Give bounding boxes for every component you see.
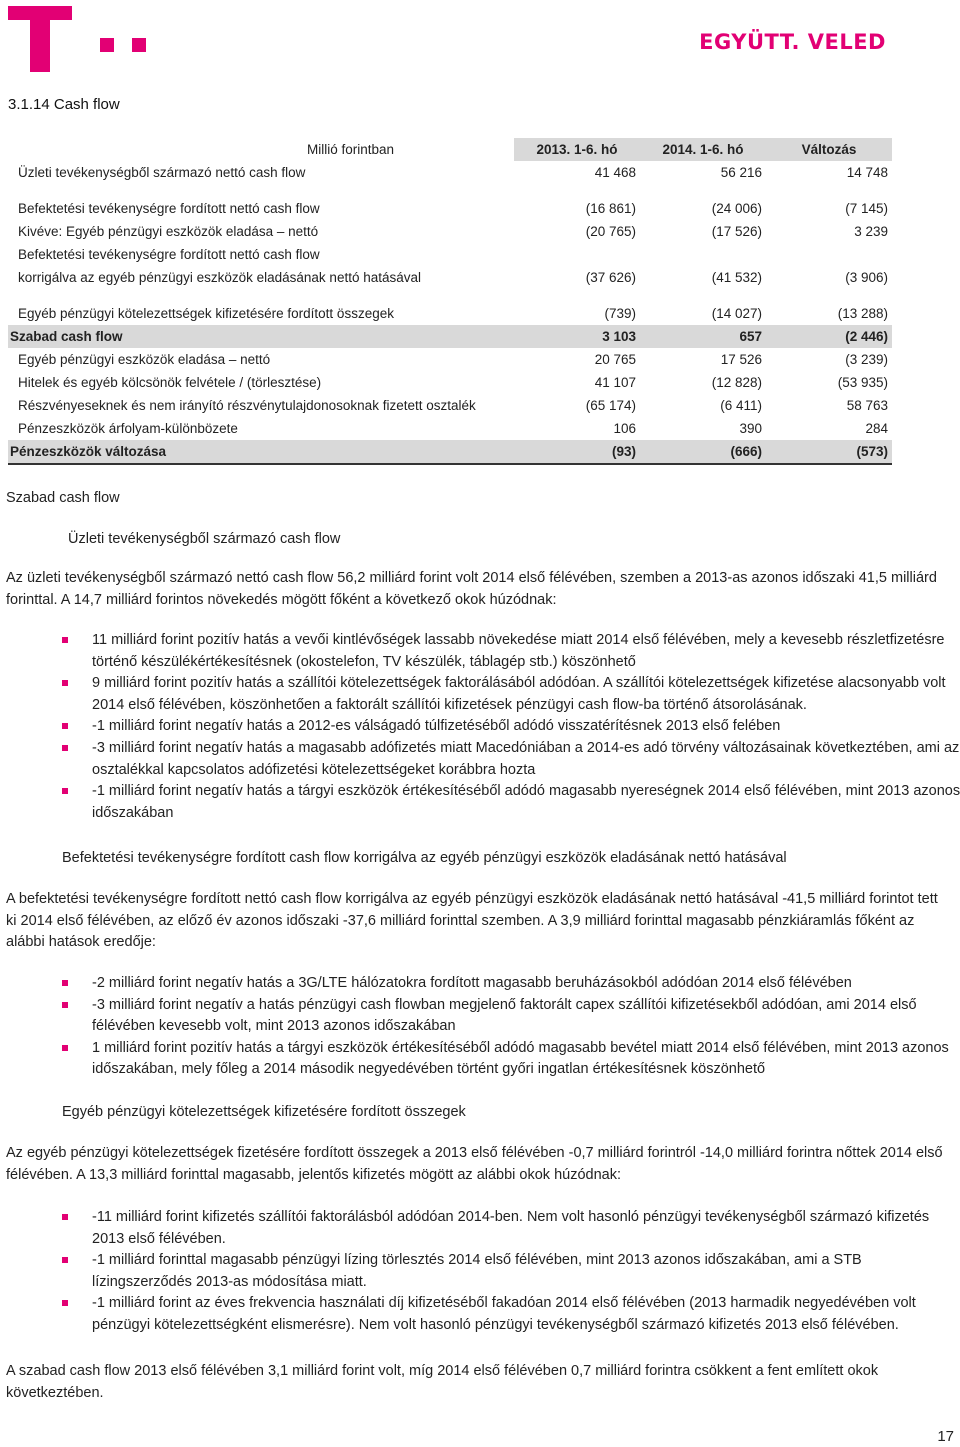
table-row: Befektetési tevékenységre fordított nettó cash flow (16 861) (24 006) (7 145) — [18, 201, 888, 216]
bullet-icon — [62, 680, 68, 686]
bullet-icon — [62, 1045, 68, 1051]
list-item: -1 milliárd forint negatív hatás a 2012-es válságadó túlfizetéséből adódó visszatérítésnek 2013 első felében — [62, 716, 960, 738]
table-row-cash-change: Pénzeszközök változása (93) (666) (573) — [8, 440, 892, 464]
bullet-icon — [62, 1300, 68, 1306]
list-item: -1 milliárd forint negatív hatás a tárgyi eszközök értékesítéséből adódó magasabb nyereségnek 2014 első félévében, mint 2013 azonos időszakában — [62, 781, 960, 824]
table-header-row — [8, 138, 892, 161]
list-item: 11 milliárd forint pozitív hatás a vevői kintlévőségek lassabb növekedése miatt 2014 első félévében, mely a kevesebb részletfizetésre történő készülékértékesítésnek (okostelefon, TV készülék, táblagép stb.) köszönhető — [62, 630, 960, 673]
heading-other-liabilities: Egyéb pénzügyi kötelezettségek kifizetésére fordított összegek — [62, 1104, 466, 1120]
bullet-icon — [62, 745, 68, 751]
paragraph-investing: A befektetési tevékenységre fordított nettó cash flow korrigálva az egyéb pénzügyi eszközök eladásának nettó hatásával -41,5 milliárd forintot tett ki 2014 első félévében, az előző év azonos időszaki -37,6 milliárd forinttal szemben. A 3,9 milliárd forinttal magasabb pénzkiáramlás főként az alábbi hatások eredője: — [6, 891, 938, 951]
page-number: 17 — [937, 1428, 954, 1445]
sub-heading-operating-cash-flow: Üzleti tevékenységből származó cash flow — [68, 531, 341, 547]
table-row: Hitelek és egyéb kölcsönök felvétele / (törlesztése) 41 107 (12 828) (53 935) — [18, 375, 888, 390]
list-item: -3 milliárd forint negatív a hatás pénzügyi cash flowban megjelenő faktorált capex szállítói kifizetésekből adódóan, ami 2014 első félévében kevesebb volt, mint 2013 azonos időszakában — [62, 995, 960, 1038]
table-row: Részvényeseknek és nem irányító részvénytulajdonosoknak fizetett osztalék (65 174) (6 411) 58 763 — [18, 398, 888, 413]
table-row-free-cash-flow: Szabad cash flow 3 103 657 (2 446) — [8, 325, 892, 348]
sub-heading-free-cash-flow: Szabad cash flow — [6, 490, 120, 506]
col-header-change: Változás — [766, 138, 892, 161]
bullet-list-operating — [62, 630, 960, 824]
list-item: -1 milliárd forinttal magasabb pénzügyi lízing törlesztés 2014 első félévében, mint 2013 azonos időszakában, ami a STB lízingszerződés 2013-as módosítása miatt. — [62, 1250, 960, 1293]
bullet-list-investing — [62, 973, 960, 1081]
col-header-2013: 2013. 1-6. hó — [514, 138, 640, 161]
table-row: korrigálva az egyéb pénzügyi eszközök eladásának nettó hatásával (37 626) (41 532) (3 906) — [18, 270, 888, 285]
paragraph-free-cash-flow-summary: A szabad cash flow 2013 első félévében 3,1 milliárd forint volt, míg 2014 első félévében 0,7 milliárd forintra csökkent a fent említett okok következtében. — [6, 1363, 879, 1401]
bullet-icon — [62, 980, 68, 986]
paragraph-operating: Az üzleti tevékenységből származó nettó cash flow 56,2 milliárd forint volt 2014 első félévében, szemben a 2013-as azonos időszaki 41,5 milliárd forinttal. A 14,7 milliárd forintos növekedés mögött főként a következő okok húzódnak: — [6, 570, 937, 608]
list-item: 9 milliárd forint pozitív hatás a szállítói kötelezettségek faktorálásából adódóan. A szállítói kötelezettségek kifizetése alacsonyabb volt 2014 első félévében, köszönhetően a faktorált szállítói kifizetések pénzügyi cash flow-ba történő átsorolásának. — [62, 673, 960, 716]
col-header-2014: 2014. 1-6. hó — [640, 138, 766, 161]
table-row: Befektetési tevékenységre fordított nettó cash flow — [18, 247, 320, 262]
list-item: -2 milliárd forint negatív hatás a 3G/LTE hálózatokra fordított magasabb beruházásokból adódóan 2014 első félévében — [62, 973, 960, 995]
paragraph-other-liabilities: Az egyéb pénzügyi kötelezettségek fizetésére fordított összegek a 2013 első félévében -0,7 milliárd forintról -14,0 milliárd forintra nőttek 2014 első félévében. A 13,3 milliárd forinttal magasabb, jelentős kifizetés mögött az alábbi okok húzódnak: — [6, 1145, 943, 1183]
table-row: Egyéb pénzügyi kötelezettségek kifizetésére fordított összegek (739) (14 027) (13 288) — [18, 306, 888, 321]
bullet-icon — [62, 637, 68, 643]
table-row: Pénzeszközök árfolyam-különbözete 106 390 284 — [18, 421, 888, 436]
table-row: Egyéb pénzügyi eszközök eladása – nettó 20 765 17 526 (3 239) — [18, 352, 888, 367]
bullet-icon — [62, 788, 68, 794]
bullet-icon — [62, 1002, 68, 1008]
brand-slogan: EGYÜTT. VELED — [699, 30, 886, 54]
bullet-list-other-liabilities — [62, 1207, 960, 1337]
list-item: 1 milliárd forint pozitív hatás a tárgyi eszközök értékesítéséből adódó magasabb bevétel miatt 2014 első félévében, mint 2013 azonos időszakában, mely főleg a 2014 második negyedévében történt győri ingatlan értékesítésnek köszönhető — [62, 1038, 960, 1081]
bullet-icon — [62, 1257, 68, 1263]
list-item: -1 milliárd forint az éves frekvencia használati díj kifizetéséből fakadóan 2014 első félévében (2013 harmadik negyedévében volt pénzügyi kötelezettségként elismerésre). Nem volt hasonló pénzügyi tevékenységből származó kifizetés 2013 első félévében. — [62, 1293, 960, 1336]
table-row: Kivéve: Egyéb pénzügyi eszközök eladása – nettó (20 765) (17 526) 3 239 — [18, 224, 888, 239]
bullet-icon — [62, 1214, 68, 1220]
unit-label: Millió forintban — [306, 142, 394, 157]
telekom-logo — [8, 6, 158, 74]
section-title: 3.1.14 Cash flow — [8, 96, 120, 113]
list-item: -3 milliárd forint negatív hatás a magasabb adófizetés miatt Macedóniában a 2014-es adó törvény változásainak következtében, ami az osztalékkal kapcsolatos adófizetési kötelezettségeket korábbra hozta — [62, 738, 960, 781]
cash-flow-table — [8, 138, 892, 465]
list-item: -11 milliárd forint kifizetés szállítói faktorálásból adódóan 2014-ben. Nem volt hasonló pénzügyi tevékenységből származó kifizetés 2013 első félévében. — [62, 1207, 960, 1250]
bullet-icon — [62, 723, 68, 729]
table-row: Üzleti tevékenységből származó nettó cash flow 41 468 56 216 14 748 — [18, 165, 888, 180]
heading-investing: Befektetési tevékenységre fordított cash flow korrigálva az egyéb pénzügyi eszközök eladásának nettó hatásával — [62, 850, 787, 866]
